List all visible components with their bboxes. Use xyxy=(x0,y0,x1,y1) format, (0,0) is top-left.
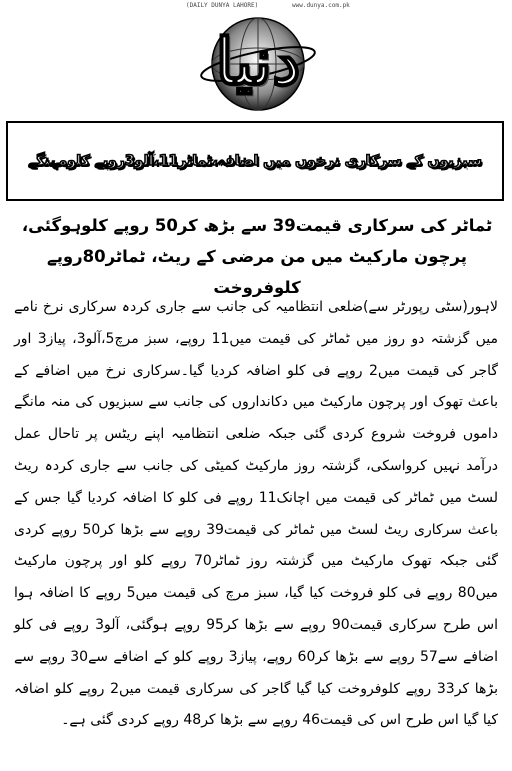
logo-wordmark: دنیا xyxy=(215,24,301,100)
article-body: لاہور(سٹی رپورٹر سے)ضلعی انتظامیہ کی جانب سے جاری کردہ سرکاری نرخ نامے میں گزشتہ دو روز میں ٹماٹر کی قیمت میں11 روپے، سبز مرچ5،آلو3، پیاز3 اور گاجر کی قیمت میں2 روپے فی کلو اضافہ کردیا گیا۔سرکاری نرخ میں اضافے کے باعث تھوک اور پرچون مارکیٹ میں دکانداروں کی جانب سے سبزیوں کی منہ مانگے داموں فروخت شروع کردی گئی جبکہ ضلعی انتظامیہ اپنے ریٹس پر تاحال عمل درآمد نہیں کرواسکی، گزشتہ روز مارکیٹ کمیٹی کی جانب سے جاری کردہ ریٹ لسٹ میں ٹماٹر کی قیمت میں اچانک11 روپے فی کلو کا اضافہ کردیا گیا جس کے باعث سرکاری ریٹ لسٹ میں ٹماٹر کی قیمت39 روپے سے بڑھا کر50 روپے کردی گئی جبکہ تھوک مارکیٹ میں گزشتہ روز ٹماٹر70 روپے کلو اور پرچون مارکیٹ میں80 روپے فی کلو فروخت کیا گیا، سبز مرچ کی قیمت میں5 روپے کا اضافہ ہوا اس طرح سرکاری قیمت90 روپے سے بڑھا کر95 روپے ہوگئی، آلو3 روپے فی کلو اضافے سے57 روپے سے بڑھا کر60 روپے، پیاز3 روپے کلو کے اضافے سے30 روپے سے بڑھا کر33 روپے کلوفروخت کیا گیا گاجر کی سرکاری قیمت میں2 روپے کلو اضافہ کیا گیا اس طرح اس کی قیمت46 روپے سے بڑھا کر48 روپے کردی گئی ہے۔ xyxy=(14,299,499,729)
masthead-website: www.dunya.com.pk xyxy=(292,2,350,9)
headline-box xyxy=(6,121,504,201)
masthead xyxy=(0,0,512,118)
headline: سبزیوں کے سرکاری نرخوں میں اضافہ،ٹماٹر11،آلو3روپے کلومہنگے xyxy=(28,153,482,169)
subheadline: ٹماٹر کی سرکاری قیمت39 سے بڑھ کر50 روپے کلوہوگئی، پرچون مارکیٹ میں من مرضی کے ریٹ، ٹماٹر80روپے کلوفروخت xyxy=(21,216,493,297)
masthead-date: (DAILY DUNYA LAHORE) xyxy=(186,2,259,9)
dunya-logo xyxy=(175,10,341,114)
